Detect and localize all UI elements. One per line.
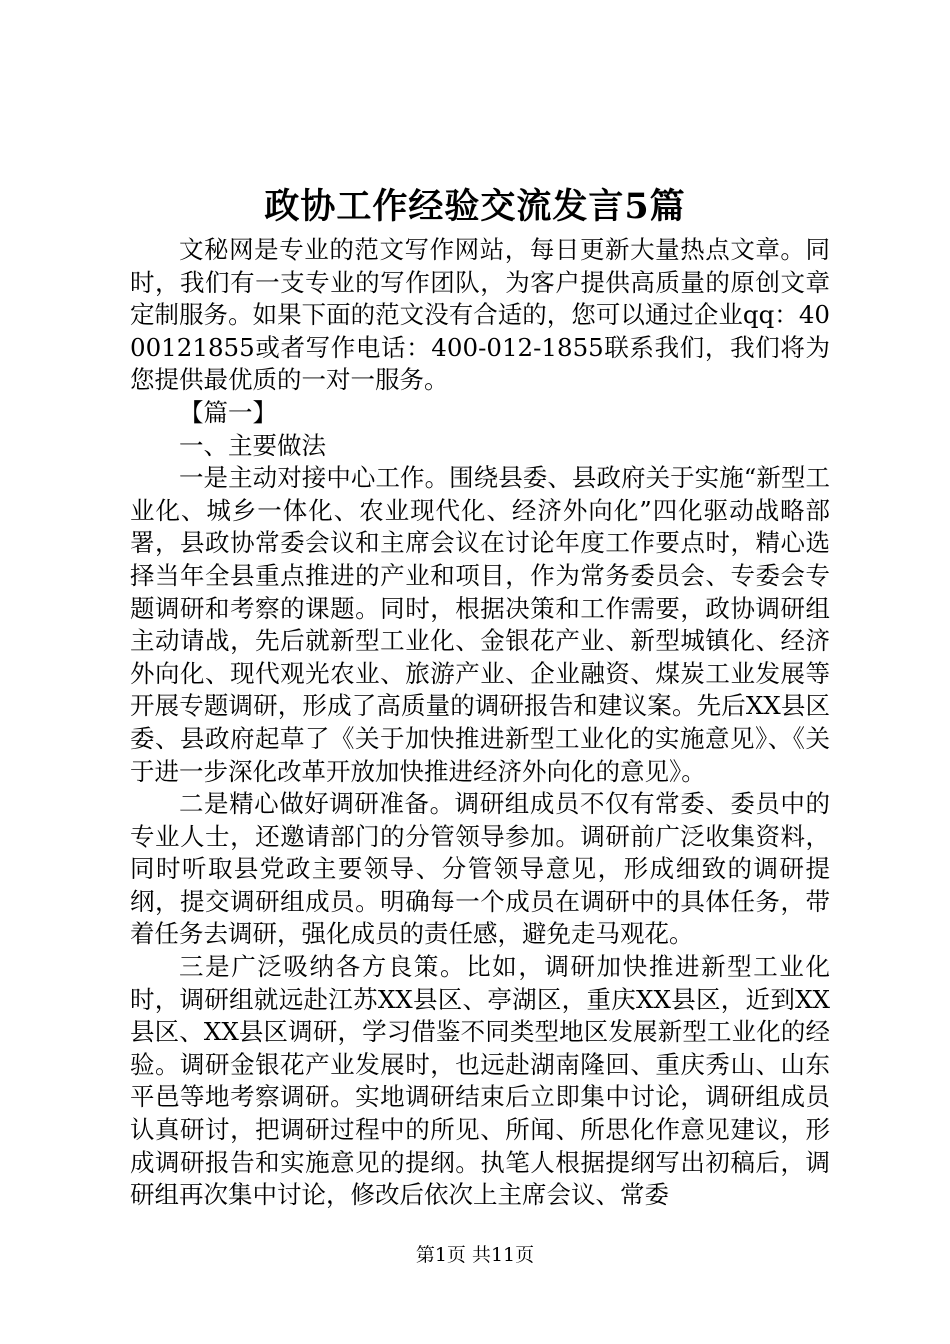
document-body bbox=[130, 234, 830, 1212]
paragraph-intro: 文秘网是专业的范文写作网站，每日更新大量热点文章。同时，我们有一支专业的写作团队，为客户提供高质量的原创文章定制服务。如果下面的范文没有合适的，您可以通过企业qq：4000121855或者写作电话：400-012-1855联系我们，我们将为您提供最优质的一对一服务。 bbox=[130, 235, 830, 395]
paragraph-point-three: 三是广泛吸纳各方良策。比如，调研加快推进新型工业化时，调研组就远赴江苏XX县区、亭湖区，重庆XX县区，近到XX县区、XX县区调研，学习借鉴不同类型地区发展新型工业化的经验。调研金银花产业发展时，也远赴湖南隆回、重庆秀山、山东平邑等地考察调研。实地调研结束后立即集中讨论，调研组成员认真研讨，把调研过程中的所见、所闻、所思化作意见建议，形成调研报告和实施意见的提纲。执笔人根据提纲写出初稿后，调研组再次集中讨论，修改后依次上主席会议、常委 bbox=[130, 952, 830, 1210]
paragraph-point-one: 一是主动对接中心工作。围绕县委、县政府关于实施“新型工业化、城乡一体化、农业现代化、经济外向化”四化驱动战略部署，县政协常委会议和主席会议在讨论年度工作要点时，精心选择当年全县重点推进的产业和项目，作为常务委员会、专委会专题调研和考察的课题。同时，根据决策和工作需要，政协调研组主动请战，先后就新型工业化、金银花产业、新型城镇化、经济外向化、现代观光农业、旅游产业、企业融资、煤炭工业发展等开展专题调研，形成了高质量的调研报告和建议案。先后XX县区委、县政府起草了《关于加快推进新型工业化的实施意见》、《关于进一步深化改革开放加快推进经济外向化的意见》。 bbox=[130, 463, 830, 786]
paragraph-section-heading: 【篇一】 bbox=[179, 397, 277, 427]
paragraph-subheading: 一、主要做法 bbox=[179, 430, 326, 460]
document-title: 政协工作经验交流发言5篇 bbox=[264, 186, 686, 227]
page-footer: 第1页 共11页 bbox=[415, 1244, 535, 1266]
paragraph-point-two: 二是精心做好调研准备。调研组成员不仅有常委、委员中的专业人士，还邀请部门的分管领导参加。调研前广泛收集资料，同时听取县党政主要领导、分管领导意见，形成细致的调研提纲，提交调研组成员。明确每一个成员在调研中的具体任务，带着任务去调研，强化成员的责任感，避免走马观花。 bbox=[130, 789, 830, 949]
